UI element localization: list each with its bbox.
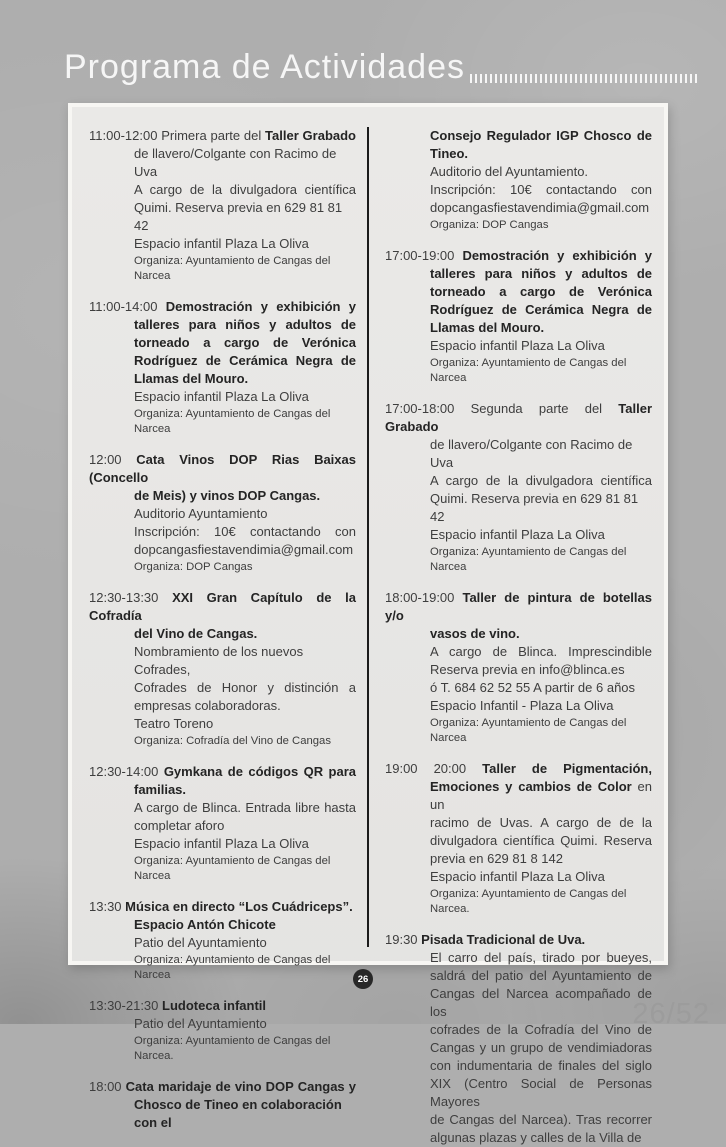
event-line xyxy=(430,181,652,199)
event-text: Espacio infantil Plaza La Oliva xyxy=(134,836,309,851)
event-line xyxy=(134,799,356,817)
organizer-line xyxy=(134,854,356,884)
event-text: Primera parte del xyxy=(161,128,266,143)
event-time: 18:00 xyxy=(89,1079,126,1094)
event-line xyxy=(430,127,652,145)
event xyxy=(385,589,652,746)
organizer-line xyxy=(430,356,652,386)
event-text: Quimi. Reserva previa en 629 81 81 42 xyxy=(134,200,343,233)
event-text: Espacio infantil Plaza La Oliva xyxy=(134,236,309,251)
event-text: Organiza: Ayuntamiento de Cangas del Narcea xyxy=(430,546,627,573)
event-line xyxy=(89,997,356,1015)
organizer-line xyxy=(134,407,356,437)
event-text: Inscripción: 10€ contactando con xyxy=(134,524,356,539)
event-text: dopcangasfiestavendimia@gmail.com xyxy=(430,200,650,215)
event-title-text: Taller de Pigmentación, xyxy=(482,761,652,776)
event-line xyxy=(134,388,356,406)
event-line xyxy=(89,127,356,145)
organizer-line xyxy=(134,953,356,983)
event-line xyxy=(430,850,652,868)
event-title-text: Música en directo “Los Cuádriceps”. xyxy=(125,899,353,914)
event-title-text: Tineo. xyxy=(430,146,469,161)
event-line xyxy=(134,541,356,559)
event-line xyxy=(134,934,356,952)
event-text: Patio del Ayuntamiento xyxy=(134,935,267,950)
event xyxy=(89,589,356,749)
event-text: saldrá del patio del Ayuntamiento de xyxy=(430,968,652,983)
event-text: algunas plazas y calles de la Villa de xyxy=(430,1130,642,1145)
organizer-line xyxy=(430,218,652,233)
event-text: Espacio infantil Plaza La Oliva xyxy=(134,389,309,404)
event-text: Organiza: Ayuntamiento de Cangas del Narcea xyxy=(134,855,331,882)
page-header xyxy=(64,50,700,86)
event-text: Espacio Infantil - Plaza La Oliva xyxy=(430,698,614,713)
event-time: 11:00-12:00 xyxy=(89,128,162,143)
event-text: ó T. 684 62 52 55 A partir de 6 años xyxy=(430,680,636,695)
event-time: 17:00-19:00 xyxy=(385,248,463,263)
event-text: de llavero/Colgante con Racimo de Uva xyxy=(134,146,337,179)
event-title-text: de Meis) y vinos DOP Cangas. xyxy=(134,488,321,503)
event-line xyxy=(430,145,652,163)
event-text: Patio del Ayuntamiento xyxy=(134,1016,267,1031)
event-title-text: familias. xyxy=(134,782,187,797)
event-title-text: Cata Vinos DOP Rias Baixas (Concello xyxy=(89,452,356,485)
event-line xyxy=(134,370,356,388)
event-text: Reserva previa en info@blinca.es xyxy=(430,662,625,677)
event-text: Nombramiento de los nuevos Cofrades, xyxy=(134,644,304,677)
event-text: Cofrades de Honor y distinción a xyxy=(134,680,356,695)
event-text: A cargo de la divulgadora científica xyxy=(134,182,356,197)
event-title-text: torneado a cargo de Verónica xyxy=(134,335,356,350)
event-text: divulgadora científica Quimi. Reserva xyxy=(430,833,652,848)
organizer-line xyxy=(134,560,356,575)
event-title-text: Cata maridaje de vino DOP Cangas y xyxy=(125,1079,356,1094)
event-text: Organiza: DOP Cangas xyxy=(430,219,549,231)
organizer-line xyxy=(134,1034,356,1064)
event-text: Organiza: Ayuntamiento de Cangas del Narcea. xyxy=(430,888,627,915)
event xyxy=(89,898,356,983)
event-line xyxy=(430,163,652,181)
event-line xyxy=(134,145,356,181)
event xyxy=(89,1078,356,1132)
event-text: en un xyxy=(430,779,652,812)
event-text: Cangas del Narcea acompañado de los xyxy=(430,986,652,1019)
event-text: A cargo de Blinca. Entrada libre hasta xyxy=(134,800,356,815)
event-line xyxy=(89,451,356,487)
event-text: con indumentaria de finales del siglo xyxy=(430,1058,652,1073)
event xyxy=(89,127,356,284)
event-time: 17:00-18:00 xyxy=(385,401,471,416)
event-text: Auditorio del Ayuntamiento. xyxy=(430,164,589,179)
event-time: 12:30-13:30 xyxy=(89,590,173,605)
event-line xyxy=(134,334,356,352)
event-line xyxy=(89,763,356,781)
event-title-text: Llamas del Mouro. xyxy=(134,371,249,386)
event-text: Segunda parte del xyxy=(470,401,619,416)
event-line xyxy=(385,760,652,778)
event xyxy=(89,298,356,437)
event-time: 18:00-19:00 xyxy=(385,590,463,605)
event-line xyxy=(430,472,652,490)
event-line xyxy=(134,715,356,733)
event-line xyxy=(430,967,652,985)
event-text: Teatro Toreno xyxy=(134,716,214,731)
organizer-line xyxy=(134,734,356,749)
event xyxy=(385,247,652,386)
event-text: Espacio infantil Plaza La Oliva xyxy=(430,527,605,542)
event-line xyxy=(430,199,652,217)
event-text: Espacio infantil Plaza La Oliva xyxy=(430,338,605,353)
event-line xyxy=(134,781,356,799)
event-line xyxy=(134,505,356,523)
event-title-text: Demostración y exhibición y xyxy=(462,248,652,263)
event-text: Cangas y un grupo de vendimiadoras xyxy=(430,1040,652,1055)
event-title-text: Espacio Antón Chicote xyxy=(134,917,276,932)
event-line xyxy=(89,1078,356,1096)
event-line xyxy=(134,916,356,934)
event-line xyxy=(134,523,356,541)
event-line xyxy=(430,814,652,832)
event-title-text: Taller de pintura de botellas y/o xyxy=(385,590,652,623)
event-line xyxy=(430,1075,652,1111)
organizer-line xyxy=(430,887,652,917)
event-line xyxy=(134,643,356,679)
event-title-text: Consejo Regulador IGP Chosco de xyxy=(430,128,652,143)
event-line xyxy=(134,697,356,715)
event-text: cofrades de la Cofradía del Vino de xyxy=(430,1022,652,1037)
event-text: Organiza: Ayuntamiento de Cangas del Narcea. xyxy=(134,1035,331,1062)
event-line xyxy=(134,625,356,643)
event-line xyxy=(134,1015,356,1033)
event-line xyxy=(89,589,356,625)
event-text: de Cangas del Narcea). Tras recorrer xyxy=(430,1112,652,1127)
event-title-text: Rodríguez de Cerámica Negra de xyxy=(134,353,356,368)
event-time: 19:00 20:00 xyxy=(385,761,483,776)
event-text: Quimi. Reserva previa en 629 81 81 42 xyxy=(430,491,639,524)
event-text: Organiza: Ayuntamiento de Cangas del Narcea xyxy=(134,408,331,435)
event-text: El carro del país, tirado por bueyes, xyxy=(430,950,652,965)
event-text: de llavero/Colgante con Racimo de Uva xyxy=(430,437,633,470)
event-line xyxy=(430,625,652,643)
event-text: Organiza: Ayuntamiento de Cangas del Narcea xyxy=(430,717,627,744)
event-text: previa en 629 81 8 142 xyxy=(430,851,563,866)
event-line xyxy=(134,835,356,853)
event-line xyxy=(430,661,652,679)
event-text: Espacio infantil Plaza La Oliva xyxy=(430,869,605,884)
event-text: Organiza: DOP Cangas xyxy=(134,561,253,573)
event-title-text: Demostración y exhibición y xyxy=(165,299,356,314)
event-title-text: Ludoteca infantil xyxy=(162,998,267,1013)
event-time: 11:00-14:00 xyxy=(89,299,166,314)
event-line xyxy=(430,778,652,814)
event-text: Organiza: Ayuntamiento de Cangas del Narcea xyxy=(134,954,331,981)
event-line xyxy=(430,490,652,526)
event-title-text: del Vino de Cangas. xyxy=(134,626,258,641)
event-line xyxy=(430,949,652,967)
event-title-text: Pisada Tradicional de Uva. xyxy=(421,932,586,947)
event-text: Organiza: Ayuntamiento de Cangas del Narcea xyxy=(430,357,627,384)
event-text: dopcangasfiestavendimia@gmail.com xyxy=(134,542,354,557)
dotted-line-decoration xyxy=(470,74,700,83)
organizer-line xyxy=(430,545,652,575)
event-title-text: vasos de vino. xyxy=(430,626,520,641)
event-time: 12:30-14:00 xyxy=(89,764,164,779)
event xyxy=(89,763,356,884)
column-right xyxy=(368,107,664,1145)
event-title-text: Taller Grabado xyxy=(385,401,652,434)
event-line xyxy=(134,199,356,235)
event-title-text: Rodríguez de Cerámica Negra de xyxy=(430,302,652,317)
event-line xyxy=(430,436,652,472)
event-line xyxy=(134,487,356,505)
event-line xyxy=(430,697,652,715)
event xyxy=(89,997,356,1064)
event-line xyxy=(430,319,652,337)
event-text: Auditorio Ayuntamiento xyxy=(134,506,268,521)
organizer-line xyxy=(134,254,356,284)
event-title-text: talleres para niños y adultos de xyxy=(134,317,356,332)
event-line xyxy=(430,526,652,544)
organizer-line xyxy=(430,716,652,746)
event-line xyxy=(134,235,356,253)
event-line xyxy=(430,643,652,661)
event-text: A cargo de Blinca. Imprescindible xyxy=(430,644,652,659)
event xyxy=(385,931,652,1147)
event-line xyxy=(385,400,652,436)
event-line xyxy=(430,337,652,355)
event-line xyxy=(134,352,356,370)
event-title-text: talleres para niños y adultos de xyxy=(430,266,652,281)
event-line xyxy=(134,316,356,334)
event-text: Organiza: Cofradía del Vino de Cangas xyxy=(134,735,331,747)
column-divider xyxy=(367,127,369,947)
event-line xyxy=(430,1057,652,1075)
event-time: 13:30 xyxy=(89,899,126,914)
event-text: Organiza: Ayuntamiento de Cangas del Narcea xyxy=(134,255,331,282)
event-text: XIX (Centro Social de Personas Mayores xyxy=(430,1076,652,1109)
event-title-text: Chosco de Tineo en colaboración con el xyxy=(134,1097,342,1130)
event-line xyxy=(89,898,356,916)
event-text: completar aforo xyxy=(134,818,225,833)
page-corner-number: 26/52 xyxy=(632,998,710,1030)
event xyxy=(385,760,652,917)
event-line xyxy=(430,265,652,283)
event-line xyxy=(385,589,652,625)
event-title-text: Emociones y cambios de Color xyxy=(430,779,632,794)
event-text: empresas colaboradoras. xyxy=(134,698,281,713)
event-line xyxy=(134,679,356,697)
event-line xyxy=(89,298,356,316)
event-title-text: Gymkana de códigos QR para xyxy=(163,764,356,779)
event-line xyxy=(134,817,356,835)
event-line xyxy=(430,832,652,850)
event-title-text: XXI Gran Capítulo de la Cofradía xyxy=(89,590,356,623)
event xyxy=(385,400,652,575)
page-number-badge: 26 xyxy=(353,969,373,989)
event-line xyxy=(134,1096,356,1132)
event-line xyxy=(430,283,652,301)
event-text: racimo de Uvas. A cargo de de la xyxy=(430,815,652,830)
event-line xyxy=(430,868,652,886)
event-line xyxy=(430,679,652,697)
event-title-text: Taller Grabado xyxy=(265,128,356,143)
event-time: 19:30 xyxy=(385,932,422,947)
page-title: Programa de Actividades xyxy=(64,48,465,86)
event-text: Inscripción: 10€ contactando con xyxy=(430,182,652,197)
event xyxy=(385,127,652,233)
event-line xyxy=(385,931,652,949)
event-title-text: Llamas del Mouro. xyxy=(430,320,545,335)
event-line xyxy=(430,1039,652,1057)
event-time: 12:00 xyxy=(89,452,137,467)
event-line xyxy=(430,985,652,1021)
event-line xyxy=(430,1111,652,1129)
event-title-text: torneado a cargo de Verónica xyxy=(430,284,652,299)
event xyxy=(89,451,356,575)
event-text: A cargo de la divulgadora científica xyxy=(430,473,652,488)
event-line xyxy=(134,181,356,199)
event-line xyxy=(430,301,652,319)
event-line xyxy=(385,247,652,265)
event-line xyxy=(430,1129,652,1147)
event-time: 13:30-21:30 xyxy=(89,998,163,1013)
